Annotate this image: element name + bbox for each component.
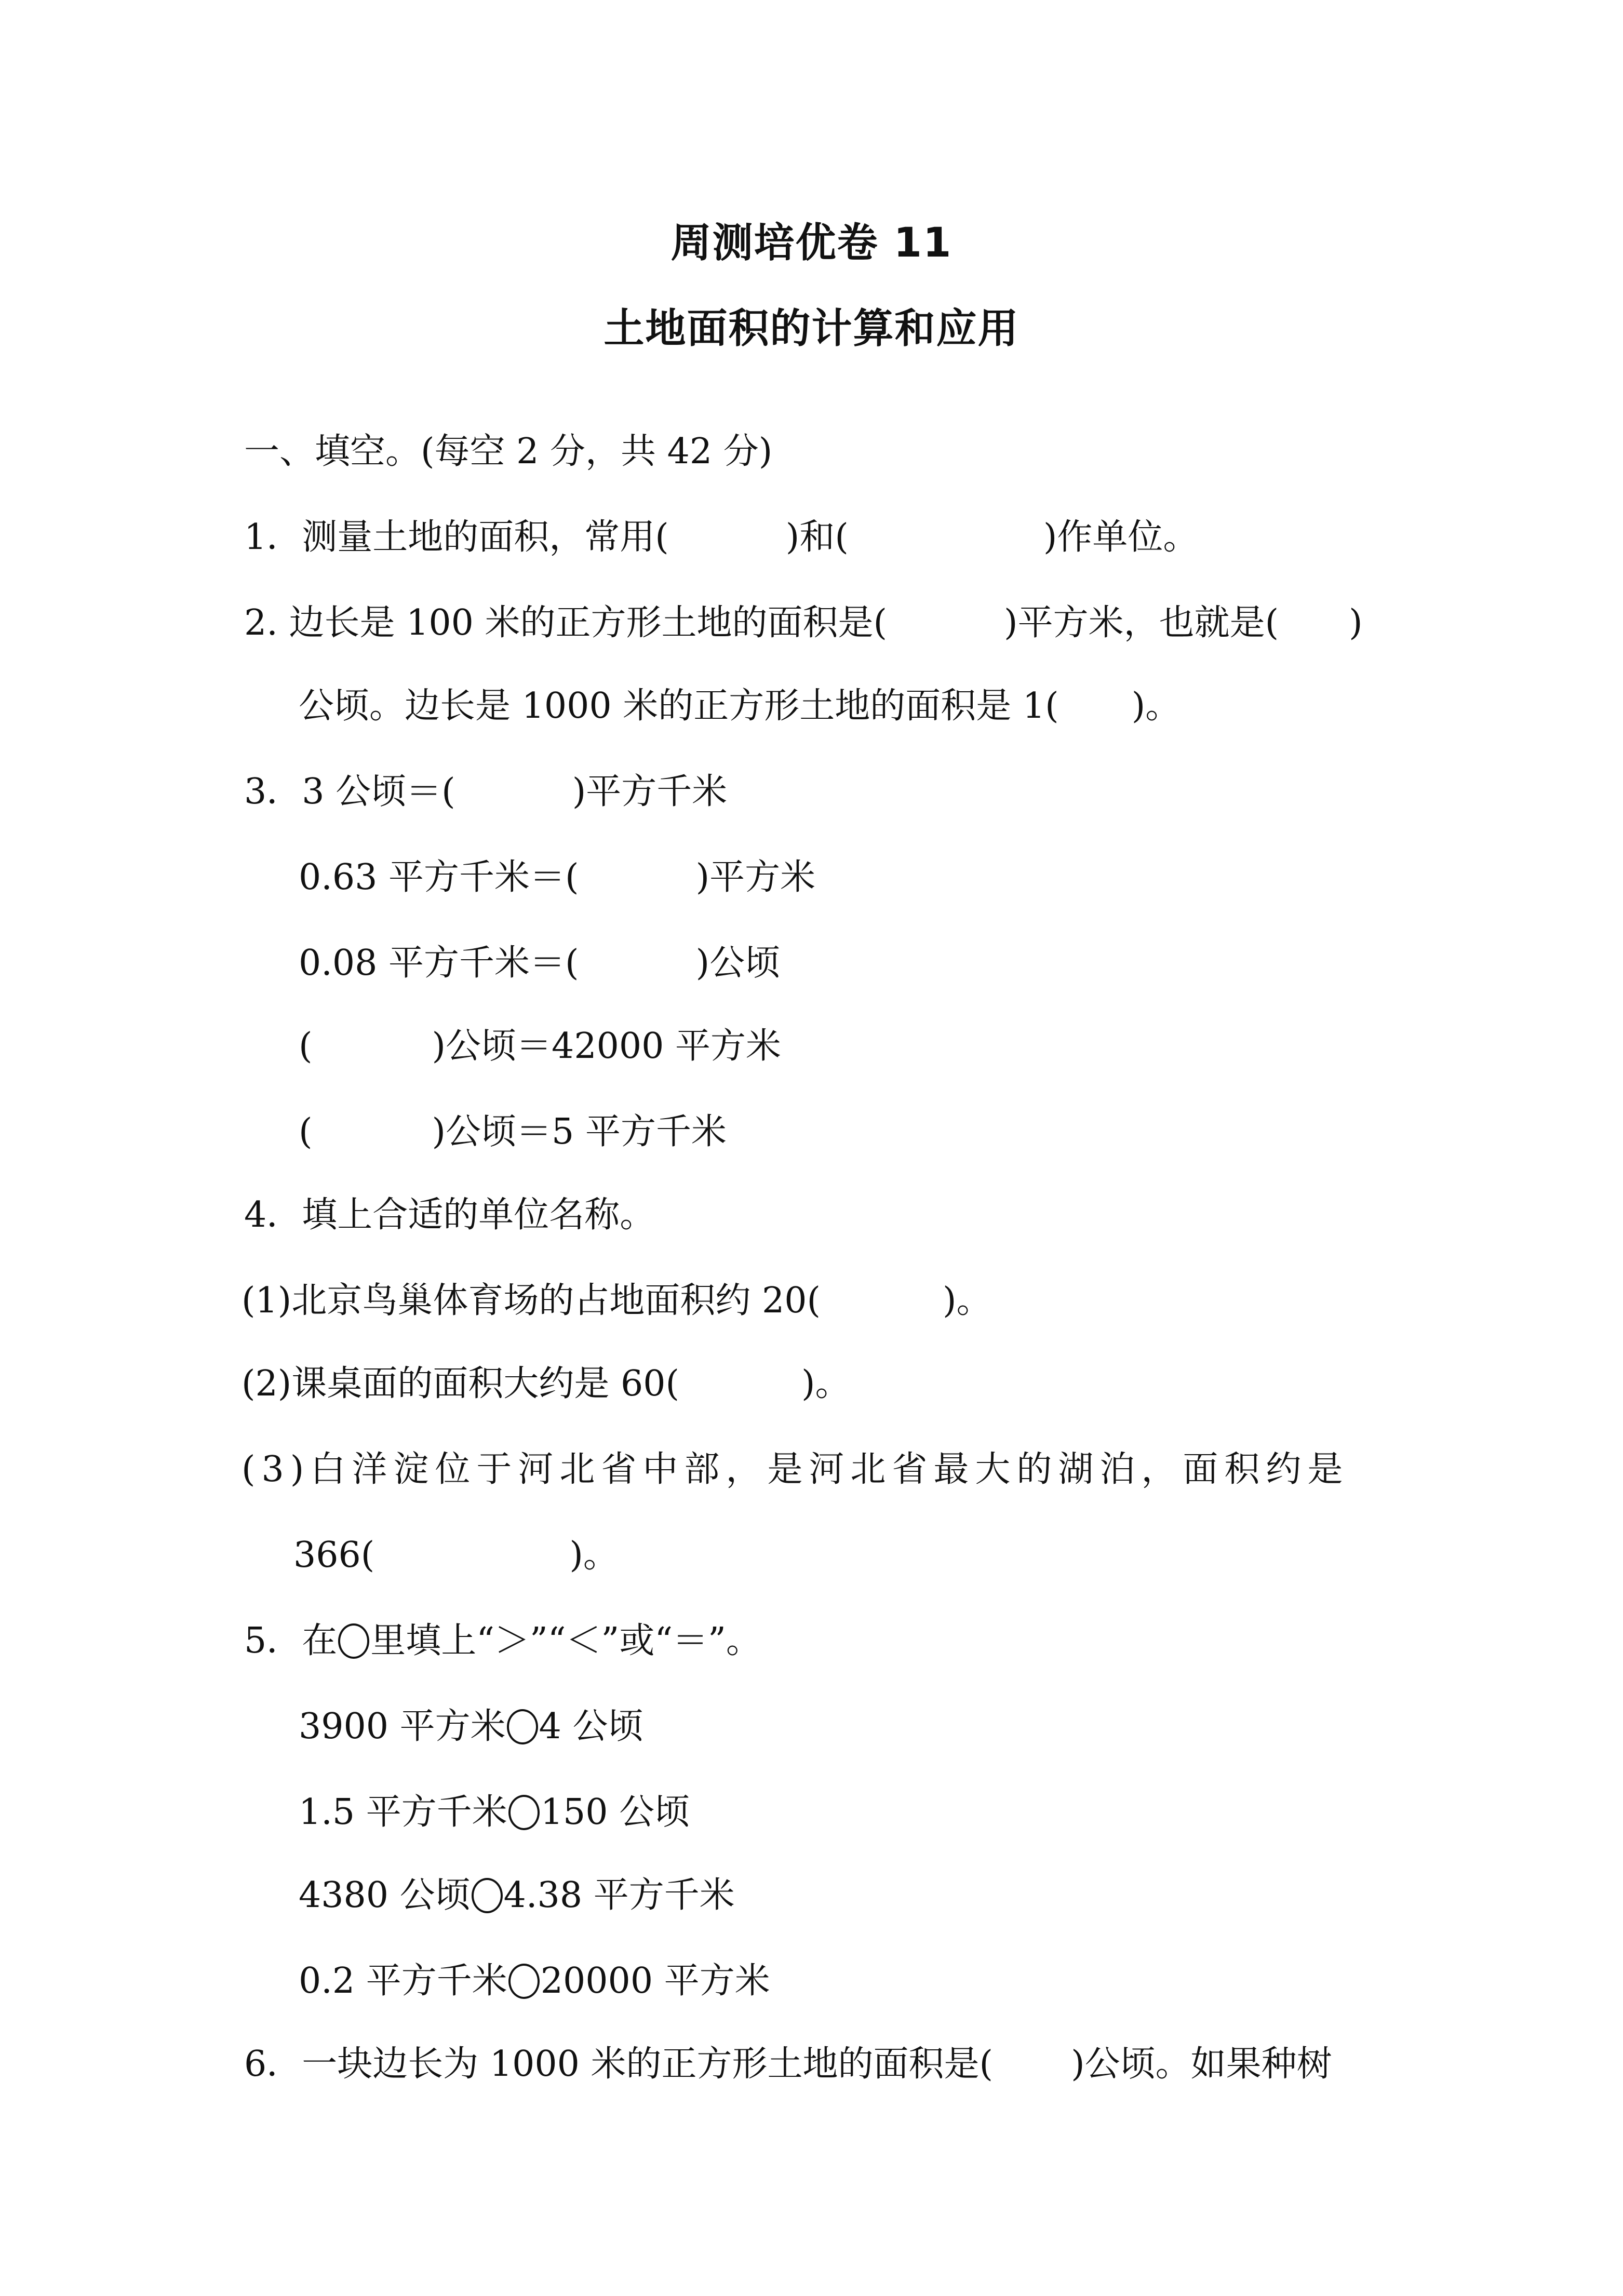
q3-l2-text-b: )平方米 — [695, 857, 816, 898]
question-4-sub-3-cont — [293, 1529, 619, 1581]
q4-s3-text-b: )。 — [569, 1535, 619, 1576]
q3-l1-text-b: )平方千米 — [572, 771, 728, 812]
compare-circle-4[interactable] — [508, 1964, 540, 1999]
q6-text-b: )公顷。如果种树 — [1071, 2044, 1332, 2085]
q1-text-a: 1．测量土地的面积，常用( — [244, 517, 669, 558]
q3-l5-text-a: ( — [299, 1111, 313, 1152]
question-5-row-4 — [299, 1955, 770, 2007]
q5-r1-left: 3900 平方米 — [299, 1706, 506, 1747]
compare-circle-2[interactable] — [508, 1795, 540, 1830]
question-5-heading — [244, 1615, 761, 1667]
q3-l1-text-a: 3．3 公顷＝( — [244, 771, 455, 812]
q5-r4-left: 0.2 平方千米 — [299, 1961, 507, 2002]
q3-l5-text-b: )公顷＝5 平方千米 — [432, 1111, 727, 1152]
q5-r2-left: 1.5 平方千米 — [299, 1792, 507, 1833]
q5-r4-right: 20000 平方米 — [540, 1961, 770, 2002]
q4-s2-text-a: (2)课桌面的面积大约是 60( — [242, 1363, 679, 1404]
q2-text-e: )。 — [1131, 686, 1181, 727]
question-5-row-3 — [299, 1870, 735, 1922]
q4-s1-text-b: )。 — [943, 1280, 992, 1321]
question-1 — [244, 512, 1198, 563]
question-4-sub-3: (3)白洋淀位于河北省中部，是河北省最大的湖泊，面积约是 — [242, 1449, 1349, 1490]
circle-icon — [338, 1623, 369, 1659]
section-heading: 一、填空。(每空 2 分，共 42 分) — [244, 431, 773, 472]
q2-text-b: )平方米，也就是( — [1004, 602, 1279, 643]
page-title: 周测培优卷 11 — [670, 220, 953, 266]
q3-l2-text-a: 0.63 平方千米＝( — [299, 857, 579, 898]
q5-r2-right: 150 公顷 — [540, 1792, 690, 1833]
q3-l3-text-a: 0.08 平方千米＝( — [299, 943, 579, 984]
page-subtitle: 土地面积的计算和应用 — [603, 305, 1020, 352]
q5-r1-right: 4 公顷 — [539, 1706, 643, 1747]
q4-s1-text-a: (1)北京鸟巢体育场的占地面积约 20( — [242, 1280, 821, 1321]
question-5-row-2 — [299, 1787, 690, 1838]
q6-text-a: 6．一块边长为 1000 米的正方形土地的面积是( — [244, 2044, 994, 2085]
q3-l3-text-b: )公顷 — [695, 943, 781, 984]
question-3-line-1 — [244, 766, 727, 818]
question-5-row-1 — [299, 1701, 643, 1753]
q1-text-b: )和( — [785, 517, 849, 558]
compare-circle-1[interactable] — [507, 1709, 538, 1744]
question-4-heading: 4．填上合适的单位名称。 — [244, 1194, 655, 1236]
q1-text-c: )作单位。 — [1043, 517, 1199, 558]
question-3-line-5 — [299, 1106, 727, 1158]
q2-text-c: ) — [1349, 602, 1363, 643]
question-3-line-4 — [299, 1021, 781, 1072]
q2-text-a: 2. 边长是 100 米的正方形土地的面积是( — [244, 602, 888, 643]
question-3-line-3 — [299, 937, 780, 989]
question-3-line-2 — [299, 852, 815, 904]
q4-s2-text-b: )。 — [801, 1363, 851, 1404]
q5-r3-left: 4380 公顷 — [299, 1875, 471, 1916]
compare-circle-3[interactable] — [472, 1878, 503, 1913]
question-4-sub-2 — [242, 1358, 851, 1410]
q2-text-d: 公顷。边长是 1000 米的正方形土地的面积是 1( — [299, 686, 1059, 727]
q5-text-a: 5．在 — [244, 1620, 338, 1661]
q3-l4-text-b: )公顷＝42000 平方米 — [432, 1026, 781, 1067]
question-2 — [244, 597, 1363, 649]
question-2-cont — [299, 680, 1181, 732]
question-6 — [244, 2038, 1332, 2090]
question-4-sub-1 — [242, 1275, 992, 1327]
q3-l4-text-a: ( — [299, 1026, 313, 1067]
q4-s3-text-a: 366( — [293, 1535, 375, 1576]
q5-r3-right: 4.38 平方千米 — [503, 1875, 735, 1916]
q5-text-b: 里填上“＞”“＜”或“＝”。 — [370, 1620, 761, 1661]
